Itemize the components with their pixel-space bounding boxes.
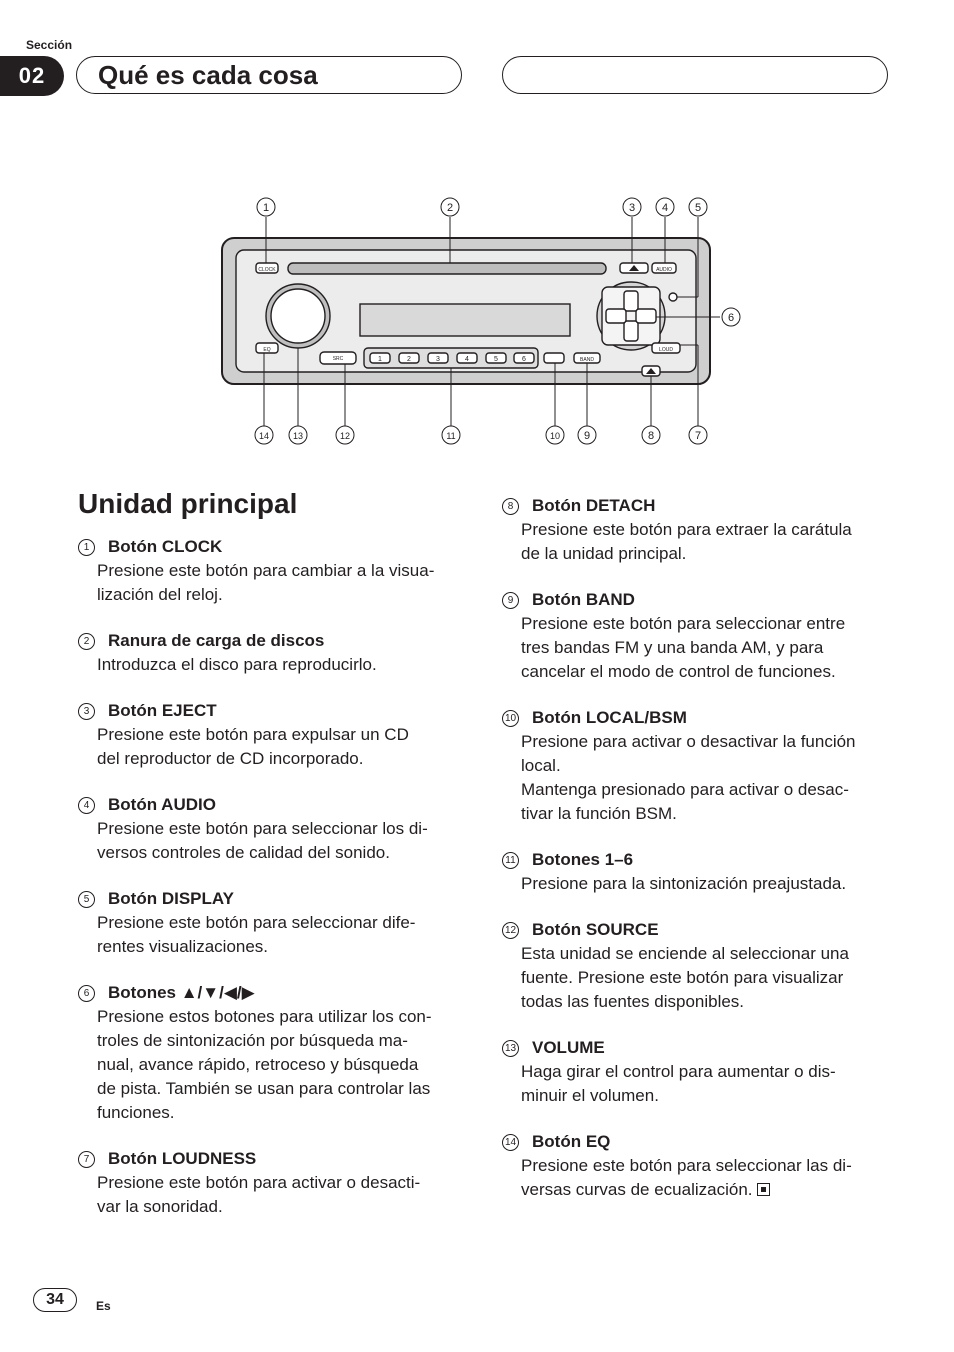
- item-title: Botón AUDIO: [108, 795, 216, 814]
- item-title: Botón LOCAL/BSM: [532, 708, 687, 727]
- callout-10: [546, 426, 564, 444]
- list-item: [502, 588, 894, 684]
- svg-text:10: 10: [549, 431, 561, 441]
- svg-text:13: 13: [292, 431, 304, 441]
- svg-text:8: 8: [647, 430, 655, 442]
- items-column-right: [502, 494, 894, 1224]
- band-button-label: BAND: [580, 357, 594, 363]
- svg-text:9: 9: [583, 430, 591, 442]
- item-description-text: Presione este botón para seleccionar las di- versas curvas de ecualización.: [521, 1156, 852, 1199]
- empty-header-frame: [502, 56, 888, 94]
- svg-text:14: 14: [258, 431, 270, 441]
- callout-1: [257, 198, 275, 216]
- language-code: Es: [96, 1299, 111, 1313]
- disc-slot: [288, 263, 606, 274]
- callout-8: [642, 426, 660, 444]
- svg-text:1: 1: [262, 202, 270, 214]
- item-number: 3: [78, 700, 108, 723]
- item-number: 7: [78, 1148, 108, 1171]
- svg-text:2: 2: [446, 202, 454, 214]
- preset-label-4: 4: [465, 356, 469, 363]
- callout-14: [255, 426, 273, 444]
- item-number: 8: [502, 495, 532, 518]
- svg-text:11: 11: [446, 431, 456, 441]
- list-item: [78, 981, 470, 1125]
- item-number: 1: [78, 536, 108, 559]
- callout-13: [289, 426, 307, 444]
- end-mark-icon: [757, 1183, 770, 1196]
- item-number: 13: [502, 1037, 532, 1060]
- list-item: [78, 1147, 470, 1219]
- svg-text:5: 5: [694, 202, 702, 214]
- list-item: [502, 848, 894, 896]
- item-description: [521, 1154, 894, 1202]
- list-item: [502, 494, 894, 566]
- item-description: Presione este botón para cambiar a la visua- lización del reloj.: [97, 561, 435, 604]
- audio-button-label: AUDIO: [656, 267, 672, 273]
- page-title: Qué es cada cosa: [98, 60, 318, 90]
- callout-11: [442, 426, 460, 444]
- item-title: Ranura de carga de discos: [108, 631, 325, 650]
- item-description: Presione este botón para seleccionar los di- versos controles de calidad del sonido.: [97, 819, 428, 862]
- callout-12: [336, 426, 354, 444]
- list-item: [78, 699, 470, 771]
- item-number: 11: [502, 849, 532, 872]
- eq-button-label: EQ: [263, 347, 271, 353]
- down-button[interactable]: [624, 321, 638, 341]
- item-number: 6: [78, 982, 108, 1005]
- item-number: 14: [502, 1131, 532, 1154]
- item-description: Introduzca el disco para reproducirlo.: [97, 655, 377, 674]
- list-item: [502, 706, 894, 826]
- display-button[interactable]: [669, 293, 677, 301]
- item-number: 5: [78, 888, 108, 911]
- list-item: [78, 535, 470, 607]
- callout-4: [656, 198, 674, 216]
- list-item: [502, 1036, 894, 1108]
- item-description: Presione estos botones para utilizar los con- troles de sintonización por búsqueda ma- nual, avance rápido, retroceso y búsqueda de pista. También se usan para controlar las funciones.: [97, 1007, 432, 1122]
- local-bsm-button[interactable]: [544, 353, 564, 363]
- display-window: [360, 304, 570, 336]
- item-title: Botón SOURCE: [532, 920, 659, 939]
- item-title: Botón BAND: [532, 590, 635, 609]
- section-number-badge: 02: [0, 56, 64, 96]
- item-title: Botones ▲/▼/◀/▶: [108, 983, 255, 1002]
- item-title: Botón DETACH: [532, 496, 656, 515]
- preset-label-3: 3: [436, 356, 440, 363]
- item-number: 12: [502, 919, 532, 942]
- callout-5: [689, 198, 707, 216]
- page-number: 34: [33, 1288, 77, 1312]
- item-number: 10: [502, 707, 532, 730]
- item-description: Presione este botón para seleccionar dife- rentes visualizaciones.: [97, 913, 416, 956]
- item-title: Botón EJECT: [108, 701, 217, 720]
- item-description: Haga girar el control para aumentar o dis- minuir el volumen.: [521, 1062, 836, 1105]
- section-heading: Unidad principal: [78, 488, 298, 519]
- loudness-button-label: LOUD: [659, 347, 673, 353]
- preset-label-2: 2: [407, 356, 411, 363]
- list-item: [502, 918, 894, 1014]
- item-description: Presione este botón para extraer la carátula de la unidad principal.: [521, 520, 852, 563]
- svg-text:7: 7: [694, 430, 702, 442]
- items-column-left: [78, 535, 470, 1241]
- preset-label-1: 1: [378, 356, 382, 363]
- svg-text:12: 12: [339, 431, 351, 441]
- callout-9: [578, 426, 596, 444]
- list-item: [78, 793, 470, 865]
- item-number: 2: [78, 630, 108, 653]
- source-button-label: SRC: [332, 356, 344, 362]
- item-description: Presione para activar o desactivar la función local. Mantenga presionado para activar o desac- tivar la función BSM.: [521, 732, 856, 823]
- item-description: Presione para la sintonización preajustada.: [521, 874, 847, 893]
- item-title: Botón CLOCK: [108, 537, 223, 556]
- item-title: Botón EQ: [532, 1132, 611, 1151]
- item-title: Botón LOUDNESS: [108, 1149, 257, 1168]
- item-title: VOLUME: [532, 1038, 605, 1057]
- svg-text:6: 6: [727, 312, 735, 324]
- preset-label-5: 5: [494, 356, 498, 363]
- up-button[interactable]: [624, 291, 638, 311]
- left-button[interactable]: [606, 309, 626, 323]
- item-description: Presione este botón para expulsar un CD del reproductor de CD incorporado.: [97, 725, 409, 768]
- section-label: Sección: [26, 38, 73, 52]
- item-title: Botón DISPLAY: [108, 889, 234, 908]
- head-unit-diagram: [210, 190, 750, 456]
- item-title: Botones 1–6: [532, 850, 634, 869]
- item-description: Esta unidad se enciende al seleccionar una fuente. Presione este botón para visualizar todas las fuentes disponibles.: [521, 944, 849, 1011]
- clock-button-label: CLOCK: [258, 267, 276, 273]
- list-item: [502, 1130, 894, 1202]
- item-number: 4: [78, 794, 108, 817]
- volume-knob[interactable]: [271, 289, 325, 343]
- svg-text:3: 3: [628, 202, 636, 214]
- item-number: 9: [502, 589, 532, 612]
- callout-2: [441, 198, 459, 216]
- callout-6: [722, 308, 740, 326]
- item-description: Presione este botón para seleccionar entre tres bandas FM y una banda AM, y para cancelar el modo de control de funciones.: [521, 614, 846, 681]
- right-button[interactable]: [636, 309, 656, 323]
- list-item: [78, 629, 470, 677]
- svg-text:4: 4: [661, 202, 669, 214]
- callout-7: [689, 426, 707, 444]
- item-description: Presione este botón para activar o desacti- var la sonoridad.: [97, 1173, 421, 1216]
- callout-3: [623, 198, 641, 216]
- list-item: [78, 887, 470, 959]
- preset-label-6: 6: [522, 356, 526, 363]
